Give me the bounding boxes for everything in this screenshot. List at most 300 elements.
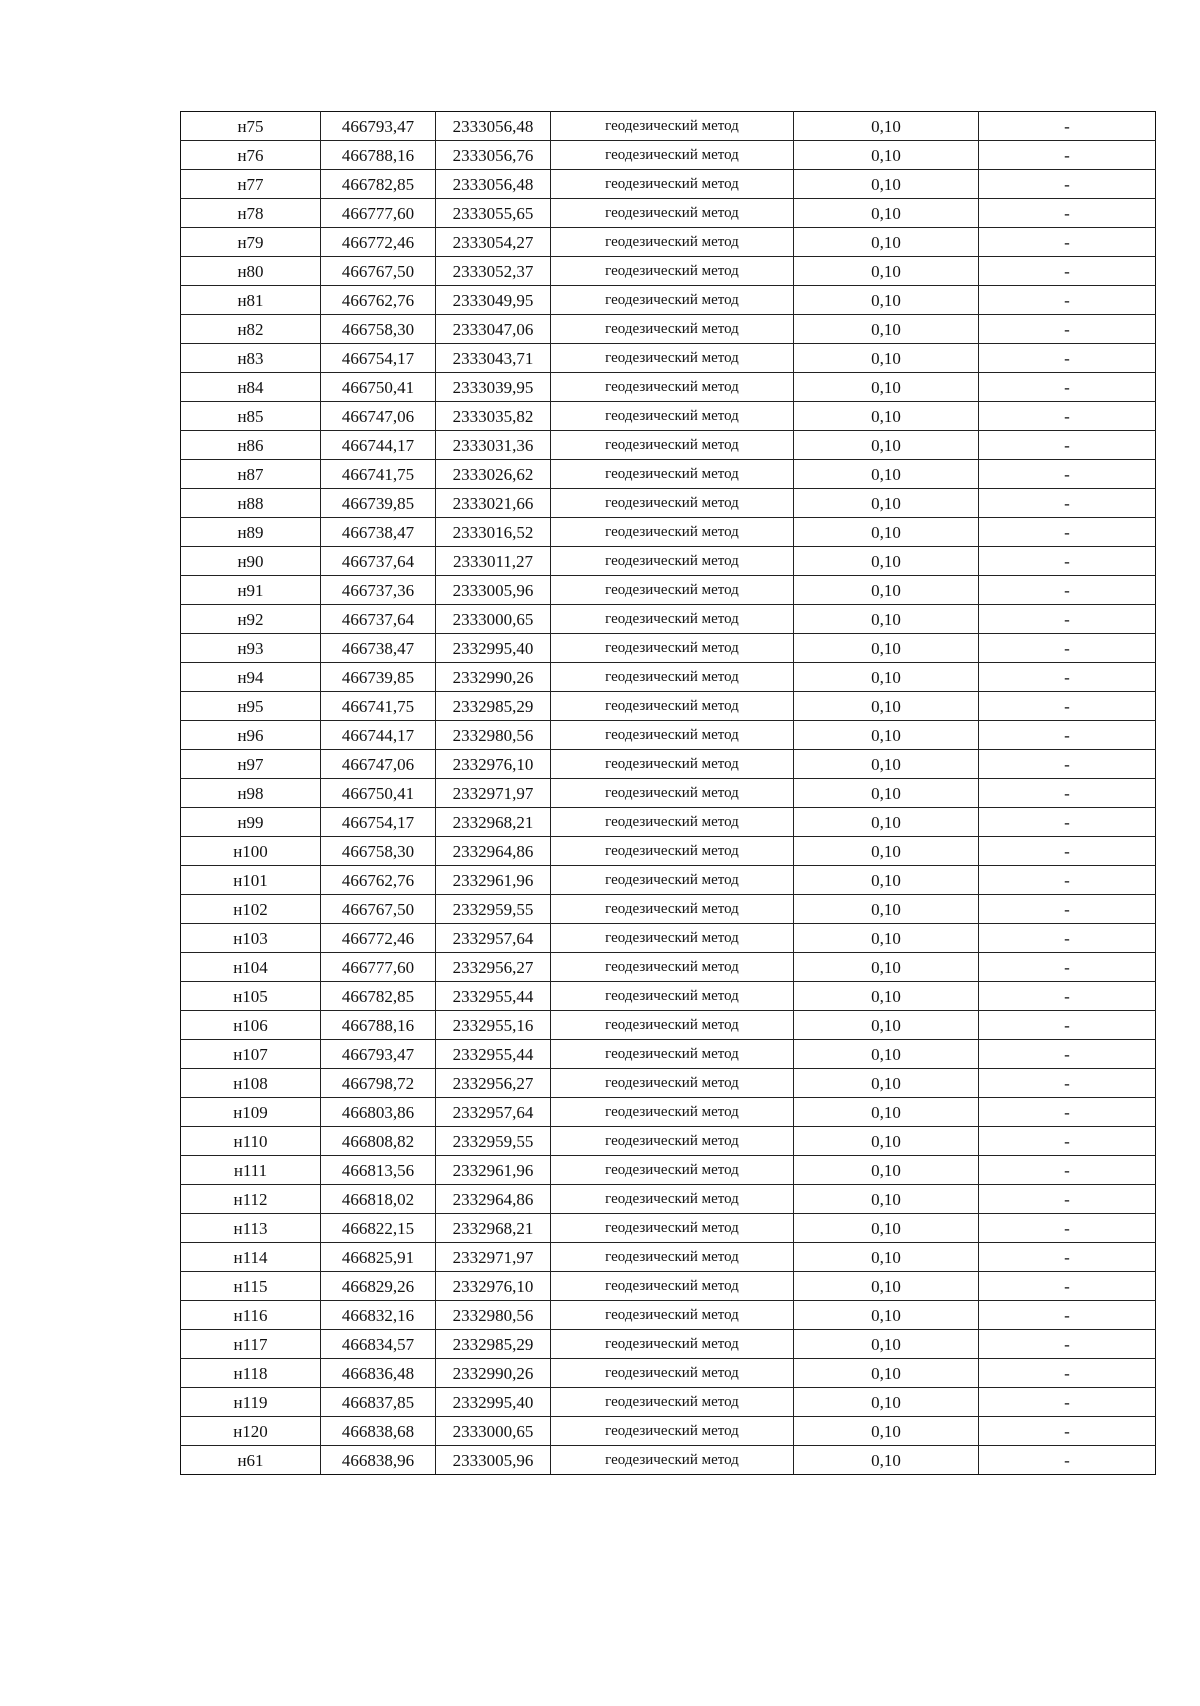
x-coordinate-cell: 466818,02 — [321, 1185, 436, 1214]
x-coordinate-cell: 466741,75 — [321, 692, 436, 721]
y-coordinate-cell: 2333055,65 — [436, 199, 551, 228]
table-row — [181, 576, 1156, 605]
accuracy-cell: 0,10 — [794, 779, 979, 808]
table-row — [181, 663, 1156, 692]
table-row — [181, 112, 1156, 141]
table-row — [181, 402, 1156, 431]
accuracy-cell: 0,10 — [794, 547, 979, 576]
method-cell: геодезический метод — [551, 315, 794, 344]
table-row — [181, 518, 1156, 547]
accuracy-cell: 0,10 — [794, 344, 979, 373]
method-cell: геодезический метод — [551, 489, 794, 518]
note-cell: - — [979, 1069, 1156, 1098]
point-number-cell: н120 — [181, 1417, 321, 1446]
y-coordinate-cell: 2332957,64 — [436, 1098, 551, 1127]
point-number-cell: н98 — [181, 779, 321, 808]
x-coordinate-cell: 466834,57 — [321, 1330, 436, 1359]
note-cell: - — [979, 1417, 1156, 1446]
method-cell: геодезический метод — [551, 634, 794, 663]
table-row — [181, 489, 1156, 518]
y-coordinate-cell: 2332959,55 — [436, 895, 551, 924]
note-cell: - — [979, 228, 1156, 257]
y-coordinate-cell: 2332995,40 — [436, 1388, 551, 1417]
accuracy-cell: 0,10 — [794, 402, 979, 431]
method-cell: геодезический метод — [551, 692, 794, 721]
accuracy-cell: 0,10 — [794, 663, 979, 692]
method-cell: геодезический метод — [551, 170, 794, 199]
note-cell: - — [979, 402, 1156, 431]
table-row — [181, 1359, 1156, 1388]
point-number-cell: н108 — [181, 1069, 321, 1098]
point-number-cell: н89 — [181, 518, 321, 547]
note-cell: - — [979, 605, 1156, 634]
method-cell: геодезический метод — [551, 895, 794, 924]
table-row — [181, 808, 1156, 837]
table-row — [181, 170, 1156, 199]
note-cell: - — [979, 663, 1156, 692]
point-number-cell: н82 — [181, 315, 321, 344]
note-cell: - — [979, 1446, 1156, 1475]
note-cell: - — [979, 1185, 1156, 1214]
coordinates-table-body — [181, 112, 1156, 1475]
method-cell: геодезический метод — [551, 1417, 794, 1446]
y-coordinate-cell: 2333031,36 — [436, 431, 551, 460]
y-coordinate-cell: 2332985,29 — [436, 692, 551, 721]
table-row — [181, 837, 1156, 866]
point-number-cell: н115 — [181, 1272, 321, 1301]
point-number-cell: н77 — [181, 170, 321, 199]
table-row — [181, 286, 1156, 315]
table-row — [181, 1156, 1156, 1185]
point-number-cell: н81 — [181, 286, 321, 315]
point-number-cell: н78 — [181, 199, 321, 228]
note-cell: - — [979, 141, 1156, 170]
point-number-cell: н112 — [181, 1185, 321, 1214]
accuracy-cell: 0,10 — [794, 692, 979, 721]
table-row — [181, 634, 1156, 663]
x-coordinate-cell: 466788,16 — [321, 141, 436, 170]
accuracy-cell: 0,10 — [794, 866, 979, 895]
note-cell: - — [979, 808, 1156, 837]
y-coordinate-cell: 2332961,96 — [436, 1156, 551, 1185]
point-number-cell: н93 — [181, 634, 321, 663]
x-coordinate-cell: 466744,17 — [321, 721, 436, 750]
accuracy-cell: 0,10 — [794, 953, 979, 982]
note-cell: - — [979, 721, 1156, 750]
method-cell: геодезический метод — [551, 605, 794, 634]
x-coordinate-cell: 466737,64 — [321, 547, 436, 576]
note-cell: - — [979, 170, 1156, 199]
y-coordinate-cell: 2332964,86 — [436, 837, 551, 866]
x-coordinate-cell: 466750,41 — [321, 779, 436, 808]
y-coordinate-cell: 2332968,21 — [436, 808, 551, 837]
y-coordinate-cell: 2333054,27 — [436, 228, 551, 257]
method-cell: геодезический метод — [551, 837, 794, 866]
x-coordinate-cell: 466838,68 — [321, 1417, 436, 1446]
accuracy-cell: 0,10 — [794, 808, 979, 837]
method-cell: геодезический метод — [551, 1301, 794, 1330]
accuracy-cell: 0,10 — [794, 1214, 979, 1243]
y-coordinate-cell: 2333039,95 — [436, 373, 551, 402]
table-row — [181, 953, 1156, 982]
note-cell: - — [979, 1330, 1156, 1359]
point-number-cell: н85 — [181, 402, 321, 431]
accuracy-cell: 0,10 — [794, 1185, 979, 1214]
table-row — [181, 141, 1156, 170]
point-number-cell: н105 — [181, 982, 321, 1011]
table-row — [181, 1272, 1156, 1301]
point-number-cell: н111 — [181, 1156, 321, 1185]
method-cell: геодезический метод — [551, 1069, 794, 1098]
accuracy-cell: 0,10 — [794, 1156, 979, 1185]
method-cell: геодезический метод — [551, 518, 794, 547]
note-cell: - — [979, 1243, 1156, 1272]
method-cell: геодезический метод — [551, 866, 794, 895]
y-coordinate-cell: 2332990,26 — [436, 663, 551, 692]
point-number-cell: н87 — [181, 460, 321, 489]
note-cell: - — [979, 692, 1156, 721]
accuracy-cell: 0,10 — [794, 431, 979, 460]
table-row — [181, 721, 1156, 750]
method-cell: геодезический метод — [551, 1156, 794, 1185]
note-cell: - — [979, 112, 1156, 141]
table-row — [181, 1040, 1156, 1069]
method-cell: геодезический метод — [551, 344, 794, 373]
point-number-cell: н102 — [181, 895, 321, 924]
table-row — [181, 895, 1156, 924]
y-coordinate-cell: 2332995,40 — [436, 634, 551, 663]
x-coordinate-cell: 466767,50 — [321, 895, 436, 924]
accuracy-cell: 0,10 — [794, 315, 979, 344]
y-coordinate-cell: 2333052,37 — [436, 257, 551, 286]
point-number-cell: н107 — [181, 1040, 321, 1069]
accuracy-cell: 0,10 — [794, 750, 979, 779]
x-coordinate-cell: 466754,17 — [321, 808, 436, 837]
x-coordinate-cell: 466762,76 — [321, 866, 436, 895]
x-coordinate-cell: 466782,85 — [321, 170, 436, 199]
y-coordinate-cell: 2332980,56 — [436, 1301, 551, 1330]
note-cell: - — [979, 518, 1156, 547]
y-coordinate-cell: 2332971,97 — [436, 779, 551, 808]
point-number-cell: н110 — [181, 1127, 321, 1156]
x-coordinate-cell: 466803,86 — [321, 1098, 436, 1127]
point-number-cell: н96 — [181, 721, 321, 750]
method-cell: геодезический метод — [551, 779, 794, 808]
note-cell: - — [979, 1127, 1156, 1156]
x-coordinate-cell: 466741,75 — [321, 460, 436, 489]
x-coordinate-cell: 466772,46 — [321, 924, 436, 953]
accuracy-cell: 0,10 — [794, 170, 979, 199]
y-coordinate-cell: 2332955,16 — [436, 1011, 551, 1040]
y-coordinate-cell: 2333035,82 — [436, 402, 551, 431]
point-number-cell: н61 — [181, 1446, 321, 1475]
point-number-cell: н91 — [181, 576, 321, 605]
method-cell: геодезический метод — [551, 460, 794, 489]
y-coordinate-cell: 2332985,29 — [436, 1330, 551, 1359]
accuracy-cell: 0,10 — [794, 1011, 979, 1040]
y-coordinate-cell: 2333056,48 — [436, 112, 551, 141]
method-cell: геодезический метод — [551, 1011, 794, 1040]
method-cell: геодезический метод — [551, 808, 794, 837]
x-coordinate-cell: 466798,72 — [321, 1069, 436, 1098]
accuracy-cell: 0,10 — [794, 199, 979, 228]
method-cell: геодезический метод — [551, 1359, 794, 1388]
method-cell: геодезический метод — [551, 663, 794, 692]
x-coordinate-cell: 466747,06 — [321, 402, 436, 431]
note-cell: - — [979, 373, 1156, 402]
method-cell: геодезический метод — [551, 1388, 794, 1417]
note-cell: - — [979, 489, 1156, 518]
x-coordinate-cell: 466738,47 — [321, 518, 436, 547]
point-number-cell: н103 — [181, 924, 321, 953]
y-coordinate-cell: 2332956,27 — [436, 953, 551, 982]
y-coordinate-cell: 2333000,65 — [436, 1417, 551, 1446]
note-cell: - — [979, 199, 1156, 228]
table-row — [181, 866, 1156, 895]
accuracy-cell: 0,10 — [794, 924, 979, 953]
accuracy-cell: 0,10 — [794, 982, 979, 1011]
table-row — [181, 692, 1156, 721]
point-number-cell: н104 — [181, 953, 321, 982]
x-coordinate-cell: 466744,17 — [321, 431, 436, 460]
x-coordinate-cell: 466739,85 — [321, 489, 436, 518]
method-cell: геодезический метод — [551, 1446, 794, 1475]
accuracy-cell: 0,10 — [794, 460, 979, 489]
point-number-cell: н83 — [181, 344, 321, 373]
point-number-cell: н76 — [181, 141, 321, 170]
y-coordinate-cell: 2333005,96 — [436, 1446, 551, 1475]
table-row — [181, 982, 1156, 1011]
point-number-cell: н118 — [181, 1359, 321, 1388]
y-coordinate-cell: 2332976,10 — [436, 750, 551, 779]
y-coordinate-cell: 2332964,86 — [436, 1185, 551, 1214]
point-number-cell: н106 — [181, 1011, 321, 1040]
table-row — [181, 547, 1156, 576]
note-cell: - — [979, 1011, 1156, 1040]
x-coordinate-cell: 466808,82 — [321, 1127, 436, 1156]
method-cell: геодезический метод — [551, 373, 794, 402]
method-cell: геодезический метод — [551, 1098, 794, 1127]
point-number-cell: н99 — [181, 808, 321, 837]
method-cell: геодезический метод — [551, 1330, 794, 1359]
y-coordinate-cell: 2332980,56 — [436, 721, 551, 750]
accuracy-cell: 0,10 — [794, 518, 979, 547]
table-row — [181, 750, 1156, 779]
note-cell: - — [979, 344, 1156, 373]
y-coordinate-cell: 2332976,10 — [436, 1272, 551, 1301]
method-cell: геодезический метод — [551, 1243, 794, 1272]
point-number-cell: н95 — [181, 692, 321, 721]
note-cell: - — [979, 1040, 1156, 1069]
table-row — [181, 199, 1156, 228]
method-cell: геодезический метод — [551, 257, 794, 286]
accuracy-cell: 0,10 — [794, 837, 979, 866]
x-coordinate-cell: 466822,15 — [321, 1214, 436, 1243]
table-row — [181, 1069, 1156, 1098]
y-coordinate-cell: 2333016,52 — [436, 518, 551, 547]
y-coordinate-cell: 2332959,55 — [436, 1127, 551, 1156]
y-coordinate-cell: 2333043,71 — [436, 344, 551, 373]
method-cell: геодезический метод — [551, 1040, 794, 1069]
note-cell: - — [979, 1301, 1156, 1330]
y-coordinate-cell: 2333056,48 — [436, 170, 551, 199]
x-coordinate-cell: 466750,41 — [321, 373, 436, 402]
table-row — [181, 344, 1156, 373]
note-cell: - — [979, 1214, 1156, 1243]
note-cell: - — [979, 634, 1156, 663]
x-coordinate-cell: 466737,36 — [321, 576, 436, 605]
note-cell: - — [979, 315, 1156, 344]
method-cell: геодезический метод — [551, 1272, 794, 1301]
table-row — [181, 1301, 1156, 1330]
coordinates-table — [180, 111, 1156, 1475]
note-cell: - — [979, 257, 1156, 286]
y-coordinate-cell: 2333049,95 — [436, 286, 551, 315]
accuracy-cell: 0,10 — [794, 1359, 979, 1388]
x-coordinate-cell: 466758,30 — [321, 315, 436, 344]
y-coordinate-cell: 2332957,64 — [436, 924, 551, 953]
accuracy-cell: 0,10 — [794, 1243, 979, 1272]
x-coordinate-cell: 466738,47 — [321, 634, 436, 663]
y-coordinate-cell: 2332956,27 — [436, 1069, 551, 1098]
method-cell: геодезический метод — [551, 721, 794, 750]
note-cell: - — [979, 982, 1156, 1011]
method-cell: геодезический метод — [551, 199, 794, 228]
y-coordinate-cell: 2333000,65 — [436, 605, 551, 634]
accuracy-cell: 0,10 — [794, 228, 979, 257]
accuracy-cell: 0,10 — [794, 721, 979, 750]
note-cell: - — [979, 431, 1156, 460]
x-coordinate-cell: 466754,17 — [321, 344, 436, 373]
x-coordinate-cell: 466739,85 — [321, 663, 436, 692]
table-row — [181, 1446, 1156, 1475]
accuracy-cell: 0,10 — [794, 576, 979, 605]
accuracy-cell: 0,10 — [794, 1127, 979, 1156]
x-coordinate-cell: 466737,64 — [321, 605, 436, 634]
accuracy-cell: 0,10 — [794, 634, 979, 663]
method-cell: геодезический метод — [551, 547, 794, 576]
note-cell: - — [979, 1156, 1156, 1185]
method-cell: геодезический метод — [551, 1214, 794, 1243]
method-cell: геодезический метод — [551, 228, 794, 257]
point-number-cell: н101 — [181, 866, 321, 895]
y-coordinate-cell: 2332968,21 — [436, 1214, 551, 1243]
point-number-cell: н114 — [181, 1243, 321, 1272]
accuracy-cell: 0,10 — [794, 1330, 979, 1359]
x-coordinate-cell: 466782,85 — [321, 982, 436, 1011]
x-coordinate-cell: 466777,60 — [321, 199, 436, 228]
y-coordinate-cell: 2332990,26 — [436, 1359, 551, 1388]
point-number-cell: н88 — [181, 489, 321, 518]
note-cell: - — [979, 1359, 1156, 1388]
x-coordinate-cell: 466825,91 — [321, 1243, 436, 1272]
table-row — [181, 605, 1156, 634]
table-row — [181, 924, 1156, 953]
note-cell: - — [979, 547, 1156, 576]
method-cell: геодезический метод — [551, 576, 794, 605]
table-row — [181, 1243, 1156, 1272]
table-row — [181, 1185, 1156, 1214]
table-row — [181, 315, 1156, 344]
accuracy-cell: 0,10 — [794, 1417, 979, 1446]
table-row — [181, 1330, 1156, 1359]
point-number-cell: н100 — [181, 837, 321, 866]
y-coordinate-cell: 2332971,97 — [436, 1243, 551, 1272]
point-number-cell: н92 — [181, 605, 321, 634]
y-coordinate-cell: 2333047,06 — [436, 315, 551, 344]
method-cell: геодезический метод — [551, 286, 794, 315]
table-row — [181, 1127, 1156, 1156]
note-cell: - — [979, 895, 1156, 924]
accuracy-cell: 0,10 — [794, 257, 979, 286]
note-cell: - — [979, 576, 1156, 605]
y-coordinate-cell: 2333011,27 — [436, 547, 551, 576]
note-cell: - — [979, 953, 1156, 982]
note-cell: - — [979, 1272, 1156, 1301]
method-cell: геодезический метод — [551, 141, 794, 170]
x-coordinate-cell: 466832,16 — [321, 1301, 436, 1330]
accuracy-cell: 0,10 — [794, 895, 979, 924]
point-number-cell: н86 — [181, 431, 321, 460]
note-cell: - — [979, 1098, 1156, 1127]
note-cell: - — [979, 1388, 1156, 1417]
x-coordinate-cell: 466767,50 — [321, 257, 436, 286]
x-coordinate-cell: 466836,48 — [321, 1359, 436, 1388]
x-coordinate-cell: 466777,60 — [321, 953, 436, 982]
x-coordinate-cell: 466758,30 — [321, 837, 436, 866]
accuracy-cell: 0,10 — [794, 1069, 979, 1098]
accuracy-cell: 0,10 — [794, 373, 979, 402]
x-coordinate-cell: 466788,16 — [321, 1011, 436, 1040]
accuracy-cell: 0,10 — [794, 1301, 979, 1330]
method-cell: геодезический метод — [551, 1185, 794, 1214]
x-coordinate-cell: 466829,26 — [321, 1272, 436, 1301]
accuracy-cell: 0,10 — [794, 112, 979, 141]
point-number-cell: н84 — [181, 373, 321, 402]
accuracy-cell: 0,10 — [794, 1040, 979, 1069]
accuracy-cell: 0,10 — [794, 605, 979, 634]
table-row — [181, 431, 1156, 460]
x-coordinate-cell: 466747,06 — [321, 750, 436, 779]
x-coordinate-cell: 466762,76 — [321, 286, 436, 315]
note-cell: - — [979, 866, 1156, 895]
note-cell: - — [979, 286, 1156, 315]
point-number-cell: н79 — [181, 228, 321, 257]
y-coordinate-cell: 2332961,96 — [436, 866, 551, 895]
y-coordinate-cell: 2333021,66 — [436, 489, 551, 518]
point-number-cell: н119 — [181, 1388, 321, 1417]
table-row — [181, 1417, 1156, 1446]
point-number-cell: н109 — [181, 1098, 321, 1127]
method-cell: геодезический метод — [551, 982, 794, 1011]
accuracy-cell: 0,10 — [794, 141, 979, 170]
point-number-cell: н117 — [181, 1330, 321, 1359]
table-row — [181, 1214, 1156, 1243]
note-cell: - — [979, 924, 1156, 953]
method-cell: геодезический метод — [551, 431, 794, 460]
point-number-cell: н116 — [181, 1301, 321, 1330]
y-coordinate-cell: 2333056,76 — [436, 141, 551, 170]
point-number-cell: н97 — [181, 750, 321, 779]
x-coordinate-cell: 466793,47 — [321, 1040, 436, 1069]
point-number-cell: н75 — [181, 112, 321, 141]
accuracy-cell: 0,10 — [794, 489, 979, 518]
point-number-cell: н90 — [181, 547, 321, 576]
table-row — [181, 257, 1156, 286]
x-coordinate-cell: 466837,85 — [321, 1388, 436, 1417]
accuracy-cell: 0,10 — [794, 1446, 979, 1475]
x-coordinate-cell: 466838,96 — [321, 1446, 436, 1475]
